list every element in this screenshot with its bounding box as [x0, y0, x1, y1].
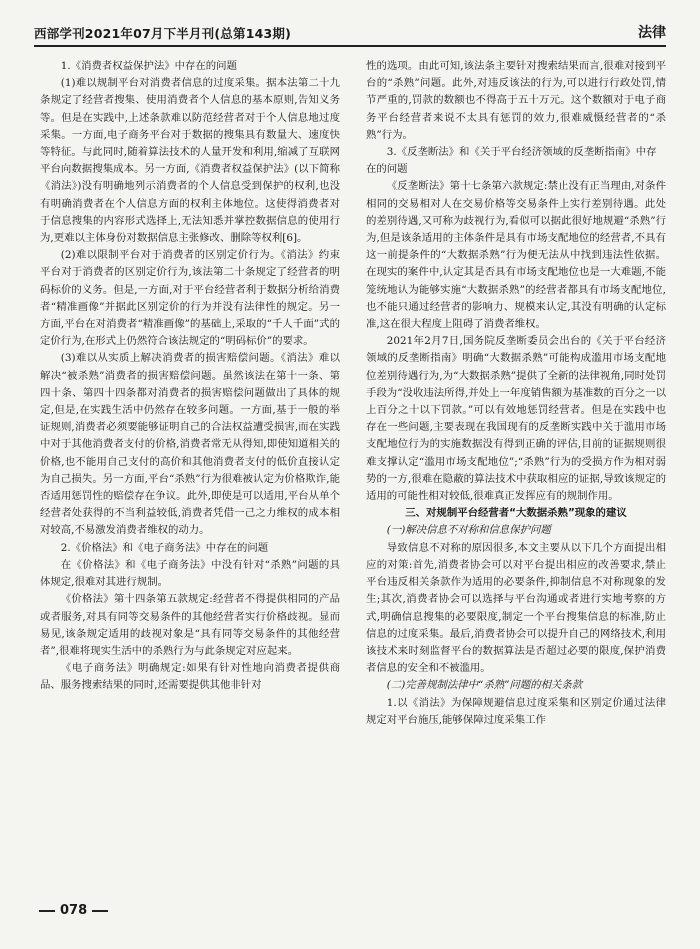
- journal-title: 西部学刊2021年07月下半月刊(总第143期): [34, 26, 292, 41]
- page-number: 078: [60, 903, 88, 918]
- right-column: [366, 58, 666, 898]
- article-body: [40, 58, 666, 898]
- paragraph: 1.以《消法》为保障规避信息过度采集和区别定价通过法律规定对平台施压,能够保障过度采集工作: [366, 696, 666, 726]
- subheading: 3.《反垄断法》和《关于平台经济领域的反垄断指南》中存在的问题: [366, 146, 657, 176]
- paragraph: 导致信息不对称的原因很多,本文主要从以下几个方面提出相应的对策:首先,消费者协会可以对平台提出相应的改善要求,禁止平台违反相关条款作为适用的必要条件,抑制信息不对称现象的发生;其次,消费者协会可以选择与平台沟通或者进行实地考察的方式,明确信息搜集的必要限度,制定一个平台搜集信息的标准,防止信息的过度采集。最后,消费者协会可以提升自己的网络技术,利用该技术来时刻监督平台的数据算法是否超过必要的限度,保护消费者信息的安全和不被滥用。: [366, 541, 666, 675]
- paragraph: (2)难以限制平台对于消费者的区别定价行为。《消法》约束平台对于消费者的区别定价行为,该法第二十条规定了经营者的明码标价的义务。但是,一方面,对于平台经营者利于数据分析给消费者“精准画像”并据此区别定价的行为并没有法律性的规定。另一方面,平台在对消费者“精准画像”的基础上,采取的“千人千面”式的定价行为,在形式上仍然符合该法规定的“明码标价”的要求。: [40, 249, 340, 348]
- subsection-heading: (二)完善规制法律中“杀熟”问题的相关条款: [386, 679, 583, 692]
- left-column: [40, 58, 340, 898]
- paragraph: 2021年2月7日,国务院反垄断委员会出台的《关于平台经济领域的反垄断指南》明确“大数据杀熟”可能构成滥用市场支配地位差别待遇行为,为“大数据杀熟”提供了全新的法律视角,同时处罚手段为“没收违法所得,并处上一年度销售额为基准数的百分之一以上百分之十以下罚款。”可以有效地惩罚经营者。但是在实践中也存在一些问题,主要表现在我国现有的反垄断实践中关于滥用市场支配地位行为的实施数据没有得到正确的评估,目前的证据规则很难支撑认定“滥用市场支配地位”;“杀熟”行为的受损方作为相对弱势的一方,很难在隐蔽的算法技术中获取相应的证据,导致该规定的适用的可能性相对较低,很难真正发挥应有的规制作用。: [366, 335, 666, 503]
- subsection-heading: (一)解决信息不对称和信息保护问题: [386, 524, 551, 537]
- section-heading: 三、对规制平台经营者“大数据杀熟”现象的建议: [405, 507, 627, 520]
- page-footer: [34, 903, 113, 918]
- paragraph: 性的选项。由此可知,该法条主要针对搜索结果而言,很难对接到平台的“杀熟”问题。此外,对违反该法的行为,可以进行行政处罚,情节严重的,罚款的数额也不得高于五十万元。这个数额对于电子商务平台经营者来说不太具有惩罚的效力,很难威慑经营者的“杀熟”行为。: [366, 60, 666, 141]
- paragraph: 《电子商务法》明确规定:如果有针对性地向消费者提供商品、服务搜索结果的同时,还需要提供其他非针对: [40, 662, 340, 692]
- subheading: 1.《消费者权益保护法》中存在的问题: [60, 60, 237, 72]
- paragraph: 《价格法》第十四条第五款规定:经营者不得提供相同的产品或者服务,对具有同等交易条件的其他经营者实行价格歧视。显而易见,该条规定适用的歧视对象是“具有同等交易条件的其他经营者”,很难将现实生活中的杀熟行为与此条规定对应起来。: [40, 593, 340, 657]
- paragraph: (1)难以规制平台对消费者信息的过度采集。据本法第二十九条规定了经营者搜集、使用消费者个人信息的基本原则,告知义务等。但是在实践中,上述条款难以防范经营者对于个人信息地过度采集。一方面,电子商务平台对于数据的搜集具有数量大、速度快等特征。与此同时,随着算法技术的人量开发和利用,缩减了互联网平台向数据搜集成本。另一方面,《消费者权益保护法》(以下简称《消法》)没有明确地列示消费者的个人信息受到保护的权利,也没有明确消费者在个人信息方面的权利主体地位。这使得消费者对于信息搜集的内容形式选择上,无法知悉并掌控数据信息的使用行为,更难以主体身份对数据信息主张修改、删除等权利[6]。: [40, 77, 340, 245]
- footer-dash-right: [92, 910, 108, 912]
- footer-dash-left: [39, 910, 55, 912]
- paragraph: 在《价格法》和《电子商务法》中没有针对“杀熟”问题的具体规定,很难对其进行规制。: [40, 558, 340, 589]
- paragraph: (3)难以从实质上解决消费者的损害赔偿问题。《消法》难以解决“被杀熟”消费者的损害赔偿问题。虽然该法在第十一条、第四十条、第四十四条都对消费者的损害赔偿问题做出了具体的规定,但是,在实践生活中仍然存在较多问题。一方面,基于一般的举证规则,消费者必须要能够证明自己的合法权益遭受损害,而在实践中对于其他消费者支付的价格,消费者常无从得知,即使知道相关的价格,也不能用自己支付的高价和其他消费者支付的低价直接认定为自己损失。另一方面,平台“杀熟”行为很难被认定为价格欺诈,能否适用惩罚性的赔偿存在争议。此外,即使是可以适用,平台从单个经营者处获得的不当利益较低,消费者凭借一己之力维权的成本相对较高,不易激发消费者维权的动力。: [40, 352, 340, 537]
- subheading: 2.《价格法》和《电子商务法》中存在的问题: [60, 541, 269, 554]
- page-header: [34, 16, 666, 47]
- paragraph: 《反垄断法》第十七条第六款规定:禁止没有正当理由,对条件相同的交易相对人在交易价格等交易条件上实行差别待遇。此处的差别待遇,又可称为歧视行为,看似可以据此很好地规避“杀熟”行为,但是该条适用的主体条件是具有市场支配地位的经营者,不具有这一前提条件的“大数据杀熟”行为便无法从中找到违法性依据。在现实的案件中,认定其是否具有市场支配地位也是一大难题,不能笼统地认为能够实施“大数据杀熟”的经营者都具有市场支配地位,也不能只通过经营者的影响力、规模来认定,其没有明确的认定标准,这在很大程度上阻碍了消费者维权。: [366, 180, 666, 331]
- section-label: 法律: [638, 25, 666, 41]
